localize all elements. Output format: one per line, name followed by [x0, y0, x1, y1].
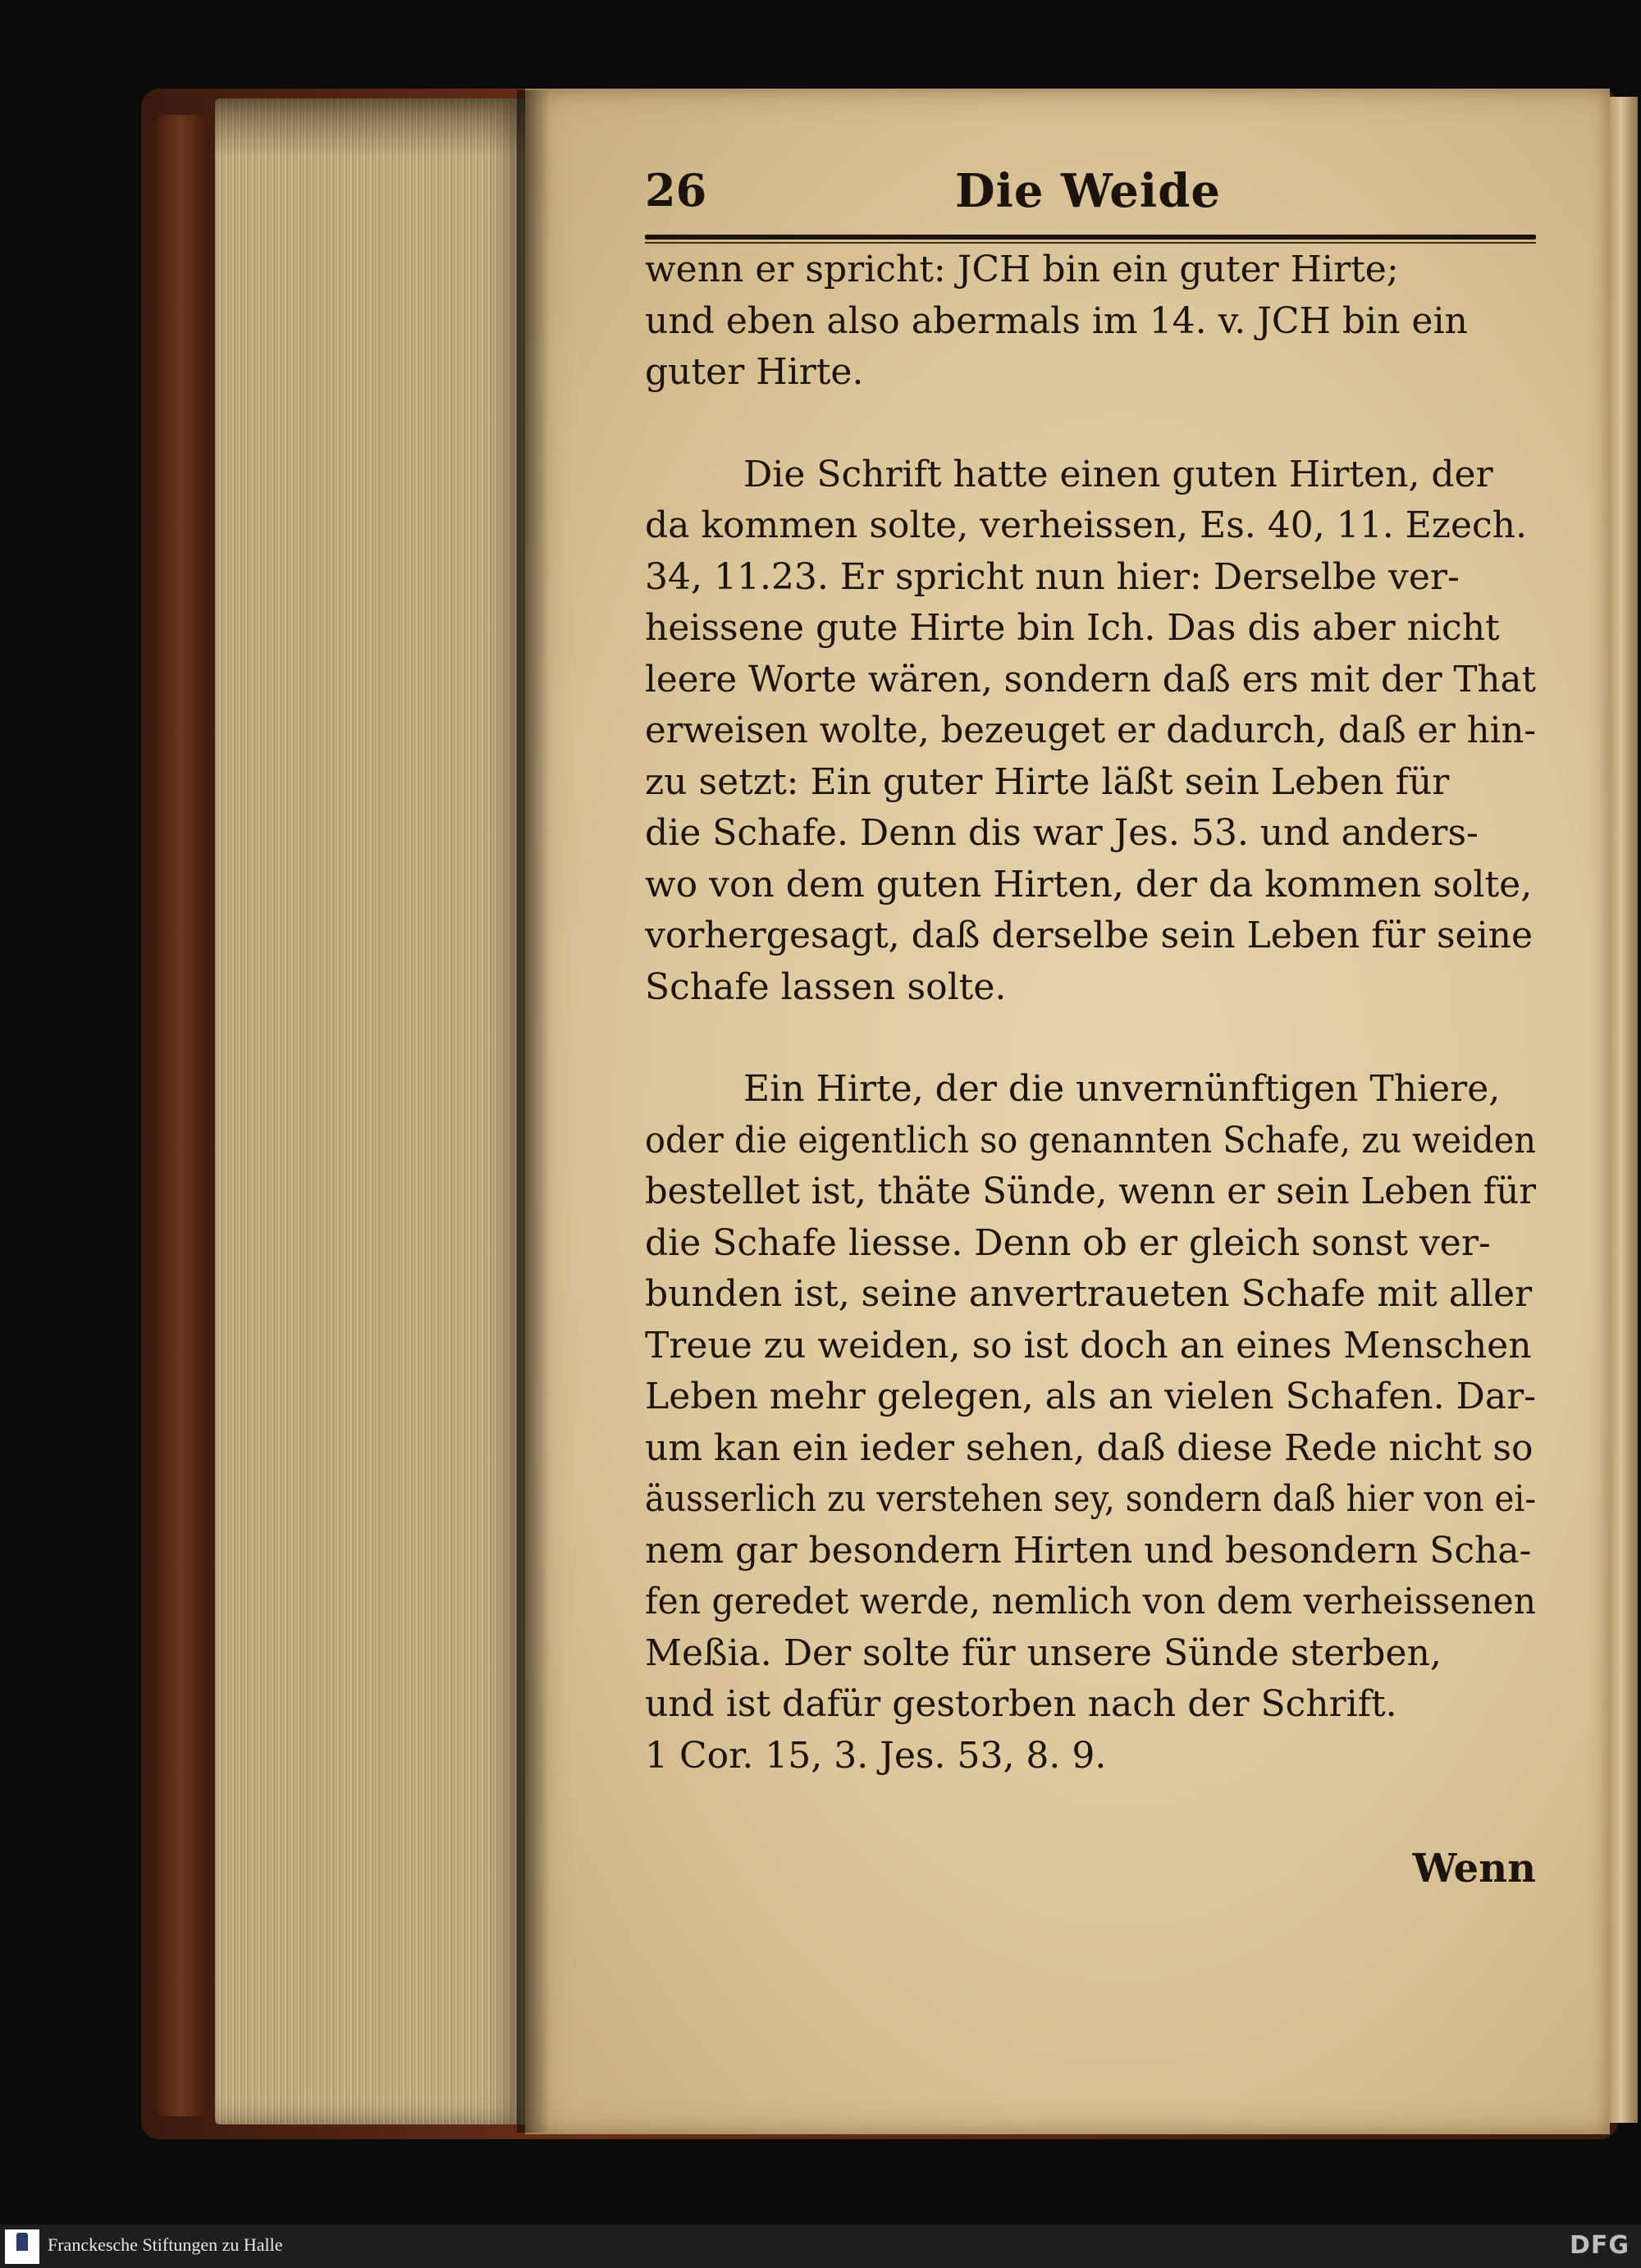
text-line: 1 Cor. 15, 3. Jes. 53, 8. 9.: [645, 1734, 1107, 1777]
text-line: leere Worte wären, sondern daß ers mit der That: [645, 658, 1536, 700]
text-line: bestellet ist, thäte Sünde, wenn er sein Leben für: [645, 1171, 1536, 1212]
text-line: 34, 11.23. Er spricht nun hier: Derselbe ver-: [645, 555, 1460, 598]
text-line: erweisen wolte, bezeuget er dadurch, daß er hin-: [645, 710, 1536, 751]
header-rule: [645, 235, 1536, 240]
text-line: fen geredet werde, nemlich von dem verheissenen: [645, 1581, 1536, 1622]
page-right-edge: [1610, 97, 1638, 2123]
dfg-badge: DFG: [1569, 2231, 1630, 2260]
text-line: und ist dafür gestorben nach der Schrift.: [645, 1683, 1397, 1725]
logo-mark-icon: [16, 2233, 28, 2251]
text-line: da kommen solte, verheissen, Es. 40, 11. Ezech.: [645, 504, 1527, 546]
running-title: Die Weide: [955, 164, 1221, 218]
text-line: Meßia. Der solte für unsere Sünde sterben,: [645, 1631, 1442, 1674]
text-line: die Schafe liesse. Denn ob er gleich sonst ver-: [645, 1221, 1491, 1264]
text-line: vorhergesagt, daß derselbe sein Leben für seine: [645, 915, 1534, 956]
text-line: um kan ein ieder sehen, daß diese Rede nicht so: [645, 1426, 1534, 1469]
text-line: die Schafe. Denn dis war Jes. 53. und anders-: [645, 812, 1479, 854]
institution-name: Franckesche Stiftungen zu Halle: [48, 2234, 283, 2255]
text-line: und eben also abermals im 14. v. JCH bin ein: [645, 299, 1468, 342]
text-line: oder die eigentlich so genannten Schafe, zu weiden: [645, 1119, 1536, 1161]
text-line: Treue zu weiden, so ist doch an eines Menschen: [645, 1324, 1532, 1367]
text-line: Ein Hirte, der die unvernünftigen Thiere,: [743, 1068, 1501, 1110]
text-line: bunden ist, seine anvertraueten Schafe mit aller: [645, 1273, 1533, 1315]
book-spine: [156, 115, 205, 2116]
page-number: 26: [645, 164, 707, 217]
institution-logo: [5, 2229, 39, 2264]
page-edges: [215, 98, 527, 2124]
text-line: wenn er spricht: JCH bin ein guter Hirte;: [645, 249, 1399, 290]
text-line: wo von dem guten Hirten, der da kommen solte,: [645, 863, 1533, 906]
gutter-shadow: [517, 90, 550, 2133]
text-line: heissene gute Hirte bin Ich. Das dis aber nicht: [645, 607, 1500, 649]
text-line: Leben mehr gelegen, als an vielen Schafen. Dar-: [645, 1376, 1536, 1417]
text-line: guter Hirte.: [645, 351, 864, 393]
text-line: Die Schrift hatte einen guten Hirten, der: [743, 453, 1493, 495]
text-line: äusserlich zu verstehen sey, sondern daß hier von ei-: [645, 1478, 1536, 1520]
catchword: Wenn: [1412, 1846, 1536, 1892]
text-line: Schafe lassen solte.: [645, 965, 1007, 1008]
page-header: [645, 164, 1531, 221]
body-text: [645, 244, 1536, 1782]
footer-bar: [0, 2225, 1641, 2268]
text-line: nem gar besondern Hirten und besondern Scha-: [645, 1529, 1532, 1572]
paragraph-gap: [645, 399, 1536, 449]
text-line: zu setzt: Ein guter Hirte läßt sein Leben für: [645, 760, 1450, 803]
paragraph-gap: [645, 1013, 1536, 1064]
